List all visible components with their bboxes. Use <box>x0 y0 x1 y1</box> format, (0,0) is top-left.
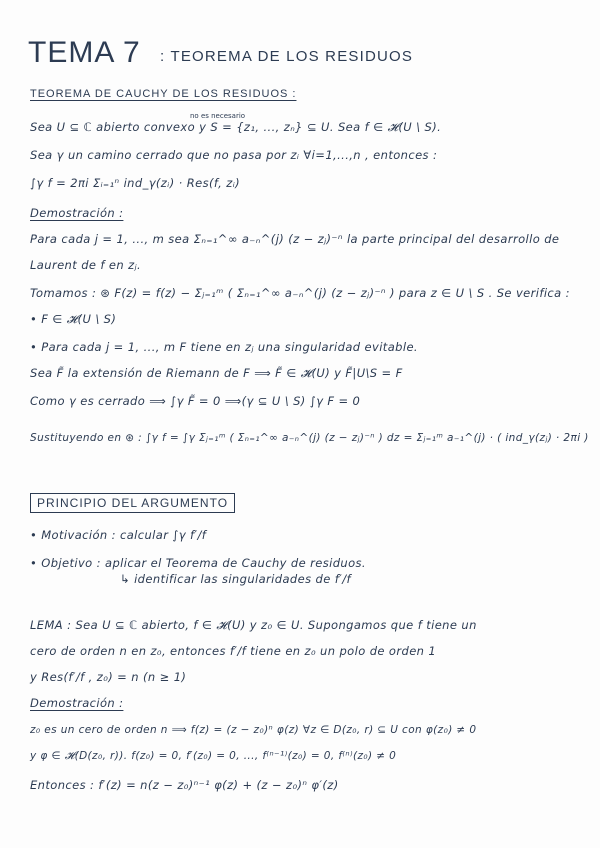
objetivo-line: • Objetivo : aplicar el Teorema de Cauchy de residuos. <box>30 556 366 570</box>
demo-bullet-1: • F ∈ 𝓗(U \ S) <box>30 312 117 326</box>
lema-line-3: y Res(f′/f , z₀) = n (n ≥ 1) <box>30 670 187 684</box>
theorem-formula: ∫γ f = 2πi Σᵢ₌₁ⁿ ind_γ(zᵢ) · Res(f, zᵢ) <box>30 176 241 190</box>
dem2-line-2: y φ ∈ 𝓗(D(z₀, r)). f(z₀) = 0, f′(z₀) = 0, ..., f⁽ⁿ⁻¹⁾(z₀) = 0, f⁽ⁿ⁾(z₀) ≠ 0 <box>30 750 397 762</box>
lema-line-2: cero de orden n en z₀, entonces f′/f tiene en z₀ un polo de orden 1 <box>30 644 437 658</box>
demo-heading-1: Demostración : <box>30 206 124 220</box>
demo-line-4: Sea F̃ la extensión de Riemann de F ⟹ F̃ ∈ 𝓗(U) y F̃|U\S = F <box>30 366 403 380</box>
cauchy-heading: TEOREMA DE CAUCHY DE LOS RESIDUOS : <box>30 88 297 100</box>
lema-line-1: LEMA : Sea U ⊆ ℂ abierto, f ∈ 𝓗(U) y z₀ ∈ U. Supongamos que f tiene un <box>30 618 477 632</box>
demo-line-5: Como γ es cerrado ⟹ ∫γ F̃ = 0 ⟹(γ ⊆ U \ S) ∫γ F = 0 <box>30 394 361 408</box>
page-title: TEMA 7 <box>28 36 141 69</box>
page-subtitle: : TEOREMA DE LOS RESIDUOS <box>160 48 414 65</box>
principio-heading: PRINCIPIO DEL ARGUMENTO <box>30 493 235 513</box>
demo-line-1: Para cada j = 1, ..., m sea Σₙ₌₁^∞ a₋ₙ^(j) (z − zⱼ)⁻ⁿ la parte principal del desarrollo de <box>30 232 560 246</box>
theorem-line-2: Sea γ un camino cerrado que no pasa por zᵢ ∀i=1,...,n , entonces : <box>30 148 438 162</box>
dem2-line-3: Entonces : f′(z) = n(z − z₀)ⁿ⁻¹ φ(z) + (z − z₀)ⁿ φ′(z) <box>30 778 339 792</box>
demo-line-3: Tomamos : ⊛ F(z) = f(z) − Σⱼ₌₁ᵐ ( Σₙ₌₁^∞ a₋ₙ^(j) (z − zⱼ)⁻ⁿ ) para z ∈ U \ S . Se verifica : <box>30 286 570 300</box>
theorem-line-1: Sea U ⊆ ℂ abierto convexo y S = {z₁, ..., zₙ} ⊆ U. Sea f ∈ 𝓗(U \ S). <box>30 120 442 134</box>
demo-heading-2: Demostración : <box>30 696 124 710</box>
demo-bullet-2: • Para cada j = 1, ..., m F tiene en zⱼ una singularidad evitable. <box>30 340 418 354</box>
objetivo-line-2: ↳ identificar las singularidades de f′/f <box>120 572 351 586</box>
demo-line-2: Laurent de f en zⱼ. <box>30 258 142 272</box>
motivacion-line: • Motivación : calcular ∫γ f′/f <box>30 528 207 542</box>
note-no-necesario: no es necesario <box>190 112 246 120</box>
demo-line-6: Sustituyendo en ⊛ : ∫γ f = ∫γ Σⱼ₌₁ᵐ ( Σₙ₌₁^∞ a₋ₙ^(j) (z − zⱼ)⁻ⁿ ) dz = Σⱼ₌₁ᵐ a₋₁^(j) · ( ind_γ(zⱼ) · 2πi ) <box>30 432 589 444</box>
dem2-line-1: z₀ es un cero de orden n ⟹ f(z) = (z − z₀)ⁿ φ(z) ∀z ∈ D(z₀, r) ⊆ U con φ(z₀) ≠ 0 <box>30 724 477 736</box>
